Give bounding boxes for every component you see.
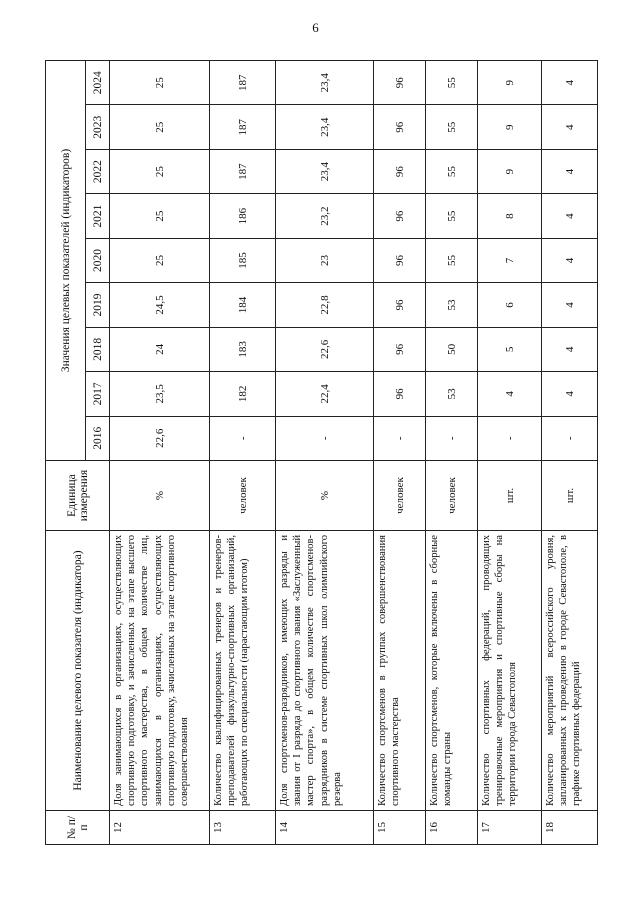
value-cell: 22,6 [110,416,210,460]
indicator-name: Количество спортивных федераций, проводящих тренировочные мероприятия и спортивные сборы на территории города Севастополя [478,531,542,811]
indicator-name: Доля спортсменов-разрядников, имеющих разряды и звания от I разряда до спортивного звания «Заслуженный мастер спорта», в общем количестве спортсменов-разрядников в системе спортивных школ олимпийского резерва [276,531,374,811]
value-cell: 187 [210,149,276,193]
value-cell: 23,4 [276,105,374,149]
row-number: 12 [110,811,210,845]
value-cell: 187 [210,105,276,149]
value-cell: 24 [110,327,210,371]
value-cell: 23 [276,238,374,282]
indicator-name: Количество квалифицированных тренеров и тренеров-преподавателей физкультурно-спортивных организаций, работающих по специальности (нарастающим итогом) [210,531,276,811]
value-cell: 96 [374,283,426,327]
value-cell: 23,4 [276,149,374,193]
value-cell: - [478,416,542,460]
value-cell: 96 [374,105,426,149]
value-cell: 55 [426,61,478,106]
value-cell: 96 [374,372,426,416]
value-cell: 25 [110,61,210,106]
value-cell: 96 [374,149,426,193]
table-row [110,61,210,845]
row-number: 13 [210,811,276,845]
value-cell: 55 [426,149,478,193]
value-cell: - [276,416,374,460]
header-year: 2020 [86,238,110,282]
value-cell: - [426,416,478,460]
value-cell: 25 [110,194,210,238]
header-year: 2019 [86,283,110,327]
value-cell: 9 [478,149,542,193]
indicator-name: Количество спортсменов, которые включены в сборные команды страны [426,531,478,811]
row-number: 18 [542,811,598,845]
value-cell: 4 [542,283,598,327]
header-year: 2022 [86,149,110,193]
value-cell: 50 [426,327,478,371]
value-cell: 25 [110,149,210,193]
row-number: 17 [478,811,542,845]
indicators-table-container [45,60,597,845]
row-number: 14 [276,811,374,845]
value-cell: 4 [542,238,598,282]
unit-cell: % [110,461,210,531]
value-cell: 55 [426,105,478,149]
value-cell: 22,8 [276,283,374,327]
page-number: 6 [312,20,319,35]
value-cell: 4 [542,327,598,371]
value-cell: 7 [478,238,542,282]
header-year: 2016 [86,416,110,460]
value-cell: 25 [110,105,210,149]
table-row [374,61,426,845]
header-year: 2018 [86,327,110,371]
value-cell: 23,4 [276,61,374,106]
table-row [276,61,374,845]
value-cell: 24,5 [110,283,210,327]
row-number: 16 [426,811,478,845]
unit-cell: человек [374,461,426,531]
table-row [426,61,478,845]
header-year: 2017 [86,372,110,416]
table-row [478,61,542,845]
header-num: № п/п [46,811,110,845]
value-cell: 187 [210,61,276,106]
header-values-group: Значения целевых показателей (индикаторов) [46,61,86,461]
table-row [210,61,276,845]
value-cell: 4 [542,61,598,106]
value-cell: 186 [210,194,276,238]
unit-cell: шт. [478,461,542,531]
value-cell: 96 [374,327,426,371]
value-cell: - [374,416,426,460]
value-cell: 5 [478,327,542,371]
indicator-name: Количество мероприятий всероссийского уровня, запланированных к проведению в городе Севастополе, в графике спортивных федераций [542,531,598,811]
value-cell: 23,2 [276,194,374,238]
value-cell: 25 [110,238,210,282]
value-cell: 8 [478,194,542,238]
value-cell: 183 [210,327,276,371]
indicator-name: Доля занимающихся в организациях, осуществляющих спортивную подготовку, и зачисленных на этапе высшего спортивного мастерства, в общем количестве лиц, занимающихся в организациях, осуществляющих спортивную подготовку, зачисленных на этапе спортивного совершенствования [110,531,210,811]
value-cell: 53 [426,283,478,327]
unit-cell: человек [426,461,478,531]
header-year: 2021 [86,194,110,238]
header-year: 2023 [86,105,110,149]
value-cell: 4 [542,105,598,149]
value-cell: 184 [210,283,276,327]
value-cell: - [210,416,276,460]
value-cell: 53 [426,372,478,416]
header-unit: Единица измерения [46,461,110,531]
value-cell: 9 [478,105,542,149]
unit-cell: шт. [542,461,598,531]
value-cell: 96 [374,238,426,282]
unit-cell: % [276,461,374,531]
value-cell: 55 [426,238,478,282]
indicator-name: Количество спортсменов в группах совершенствования спортивного мастерства [374,531,426,811]
value-cell: 55 [426,194,478,238]
unit-cell: человек [210,461,276,531]
value-cell: 4 [542,194,598,238]
table-header-row [46,61,86,845]
value-cell: 96 [374,194,426,238]
header-year: 2024 [86,61,110,106]
value-cell: 23,5 [110,372,210,416]
value-cell: 96 [374,61,426,106]
indicators-table [45,60,598,845]
value-cell: 4 [478,372,542,416]
value-cell: 185 [210,238,276,282]
value-cell: 6 [478,283,542,327]
value-cell: 22,4 [276,372,374,416]
value-cell: - [542,416,598,460]
value-cell: 4 [542,149,598,193]
table-row [542,61,598,845]
value-cell: 4 [542,372,598,416]
value-cell: 9 [478,61,542,106]
value-cell: 22,6 [276,327,374,371]
row-number: 15 [374,811,426,845]
header-indicator-name: Наименование целевого показателя (индикатора) [46,531,110,811]
value-cell: 182 [210,372,276,416]
